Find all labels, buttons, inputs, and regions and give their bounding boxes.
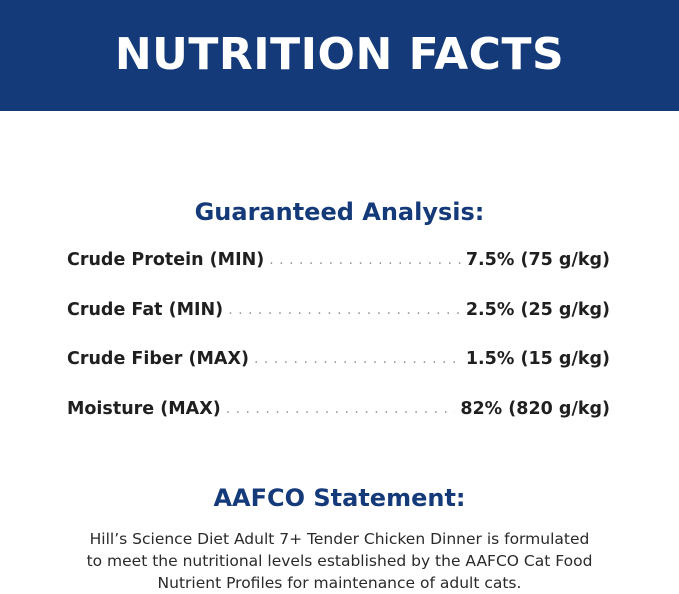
analysis-value: 2.5% (25 g/kg): [465, 299, 610, 320]
aafco-statement-text: [0, 528, 679, 594]
header-banner: [0, 0, 679, 111]
statement-line: Hill’s Science Diet Adult 7+ Tender Chicken Dinner is formulated: [89, 530, 590, 548]
guaranteed-analysis-table: [67, 250, 610, 448]
dot-leader: [228, 302, 461, 318]
analysis-value: 7.5% (75 g/kg): [465, 250, 610, 270]
analysis-label: Crude Fiber (MAX): [67, 349, 249, 369]
analysis-value: 82% (820 g/kg): [460, 398, 610, 419]
statement-line: to meet the nutritional levels established by the AAFCO Cat Food: [86, 552, 593, 570]
guaranteed-analysis-heading: Guaranteed Analysis:: [194, 198, 485, 226]
analysis-row-moisture: [67, 399, 610, 449]
dot-leader: [269, 252, 461, 268]
statement-line: Nutrient Profiles for maintenance of adult cats.: [157, 574, 522, 592]
dot-leader: [226, 401, 456, 417]
analysis-label: Moisture (MAX): [67, 398, 221, 419]
page-title: NUTRITION FACTS: [114, 29, 565, 80]
analysis-value: 1.5% (15 g/kg): [465, 349, 610, 369]
aafco-statement-heading: AAFCO Statement:: [213, 484, 466, 512]
analysis-label: Crude Protein (MIN): [67, 250, 265, 270]
dot-leader: [254, 351, 461, 367]
analysis-row-crude-fat: [67, 300, 610, 350]
analysis-label: Crude Fat (MIN): [67, 299, 224, 320]
analysis-row-crude-fiber: [67, 349, 610, 399]
analysis-row-crude-protein: [67, 250, 610, 300]
